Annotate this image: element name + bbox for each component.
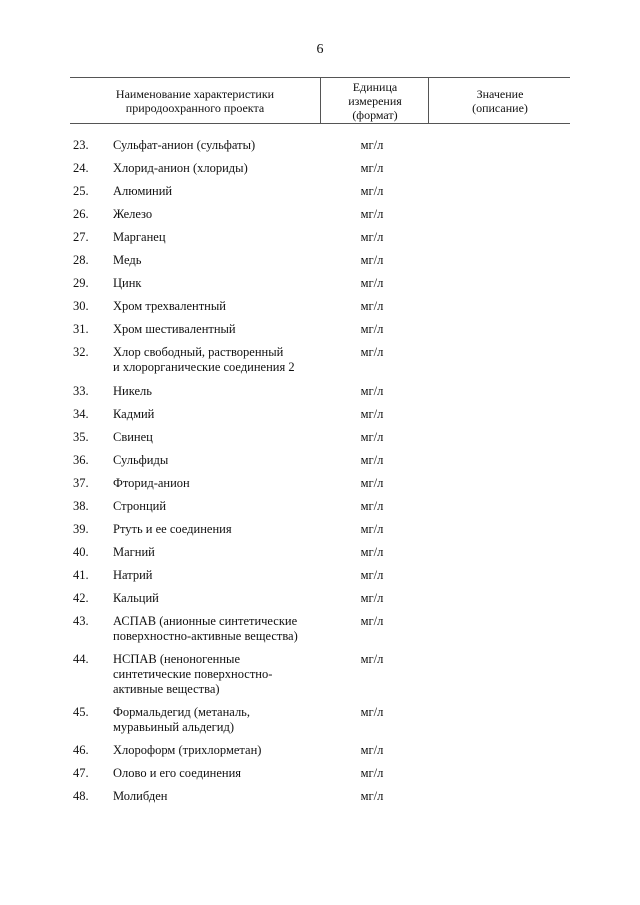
table-row (70, 522, 570, 537)
row-number: 44. (73, 652, 89, 666)
header-unit (320, 78, 429, 123)
row-name: Медь (113, 253, 142, 267)
table-row (70, 407, 570, 422)
row-unit: мг/л (360, 614, 384, 628)
row-unit: мг/л (360, 384, 384, 398)
header-characteristic-name-label: Наименование характеристики природоохранного проекта (115, 86, 275, 115)
table-row (70, 453, 570, 468)
table-row (70, 499, 570, 514)
row-unit: мг/л (360, 652, 384, 666)
row-number: 23. (73, 138, 89, 152)
row-name: Хлор свободный, растворенный и хлорорганические соединения 2 (113, 345, 295, 374)
row-number: 29. (73, 276, 89, 290)
header-unit-label: Единица измерения (формат) (348, 79, 402, 122)
row-number: 40. (73, 545, 89, 559)
table-row (70, 476, 570, 491)
row-unit: мг/л (360, 499, 384, 513)
row-number: 45. (73, 705, 89, 719)
row-name: Сульфиды (113, 453, 169, 467)
table-row (70, 614, 570, 644)
table-row (70, 322, 570, 337)
header-value (428, 78, 571, 123)
row-number: 33. (73, 384, 89, 398)
row-name: Стронций (113, 499, 167, 513)
row-unit: мг/л (360, 407, 384, 421)
row-unit: мг/л (360, 522, 384, 536)
row-unit: мг/л (360, 568, 384, 582)
row-name: Ртуть и ее соединения (113, 522, 232, 536)
row-unit: мг/л (360, 591, 384, 605)
row-unit: мг/л (360, 138, 384, 152)
row-name: Молибден (113, 789, 168, 803)
row-name: Хлорид-анион (хлориды) (113, 161, 248, 175)
table-row (70, 591, 570, 606)
table-row (70, 652, 570, 697)
row-unit: мг/л (360, 453, 384, 467)
table-row (70, 276, 570, 291)
table-body (70, 138, 570, 812)
row-number: 42. (73, 591, 89, 605)
row-number: 43. (73, 614, 89, 628)
row-unit: мг/л (360, 207, 384, 221)
row-name: Олово и его соединения (113, 766, 242, 780)
row-unit: мг/л (360, 345, 384, 359)
row-number: 32. (73, 345, 89, 359)
table-row (70, 184, 570, 199)
row-unit: мг/л (360, 545, 384, 559)
row-unit: мг/л (360, 766, 384, 780)
row-number: 48. (73, 789, 89, 803)
row-unit: мг/л (360, 299, 384, 313)
row-name: Цинк (113, 276, 142, 290)
table-row (70, 253, 570, 268)
row-number: 34. (73, 407, 89, 421)
table-row (70, 384, 570, 399)
page-number: 6 (316, 42, 324, 57)
table-row (70, 789, 570, 804)
row-name: Железо (113, 207, 153, 221)
row-number: 31. (73, 322, 89, 336)
table-row (70, 568, 570, 583)
row-number: 26. (73, 207, 89, 221)
table-row (70, 230, 570, 245)
row-number: 35. (73, 430, 89, 444)
table-row (70, 299, 570, 314)
row-number: 28. (73, 253, 89, 267)
row-number: 25. (73, 184, 89, 198)
row-name: Формальдегид (метаналь, муравьиный альдегид) (113, 705, 251, 734)
table-row (70, 766, 570, 781)
row-unit: мг/л (360, 276, 384, 290)
table-row (70, 545, 570, 560)
row-number: 38. (73, 499, 89, 513)
row-number: 47. (73, 766, 89, 780)
table-row (70, 430, 570, 445)
table-row (70, 207, 570, 222)
row-number: 46. (73, 743, 89, 757)
row-number: 27. (73, 230, 89, 244)
row-number: 30. (73, 299, 89, 313)
row-name: Фторид-анион (113, 476, 190, 490)
row-name: Сульфат-анион (сульфаты) (113, 138, 256, 152)
header-characteristic-name (70, 78, 320, 123)
row-unit: мг/л (360, 789, 384, 803)
row-unit: мг/л (360, 705, 384, 719)
table-row (70, 161, 570, 176)
row-unit: мг/л (360, 322, 384, 336)
row-name: Магний (113, 545, 155, 559)
row-unit: мг/л (360, 743, 384, 757)
row-name: АСПАВ (анионные синтетические поверхностно-активные вещества) (113, 614, 298, 643)
table-header (70, 77, 570, 124)
row-number: 39. (73, 522, 89, 536)
row-name: Хром трехвалентный (113, 299, 226, 313)
row-name: Хром шестивалентный (113, 322, 236, 336)
row-unit: мг/л (360, 161, 384, 175)
row-unit: мг/л (360, 184, 384, 198)
row-number: 37. (73, 476, 89, 490)
row-unit: мг/л (360, 430, 384, 444)
row-name: Никель (113, 384, 152, 398)
row-name: Натрий (113, 568, 153, 582)
table-row (70, 705, 570, 735)
row-name: Свинец (113, 430, 153, 444)
row-unit: мг/л (360, 253, 384, 267)
row-name: Кальций (113, 591, 159, 605)
table-row (70, 138, 570, 153)
row-name: НСПАВ (неноногенные синтетические поверхностно- активные вещества) (113, 652, 273, 696)
row-name: Марганец (113, 230, 166, 244)
row-number: 36. (73, 453, 89, 467)
row-name: Хлороформ (трихлорметан) (113, 743, 262, 757)
row-unit: мг/л (360, 230, 384, 244)
row-name: Алюминий (113, 184, 173, 198)
row-number: 41. (73, 568, 89, 582)
row-number: 24. (73, 161, 89, 175)
header-value-label: Значение (описание) (472, 86, 528, 115)
row-unit: мг/л (360, 476, 384, 490)
table-row (70, 345, 570, 375)
table-row (70, 743, 570, 758)
row-name: Кадмий (113, 407, 155, 421)
